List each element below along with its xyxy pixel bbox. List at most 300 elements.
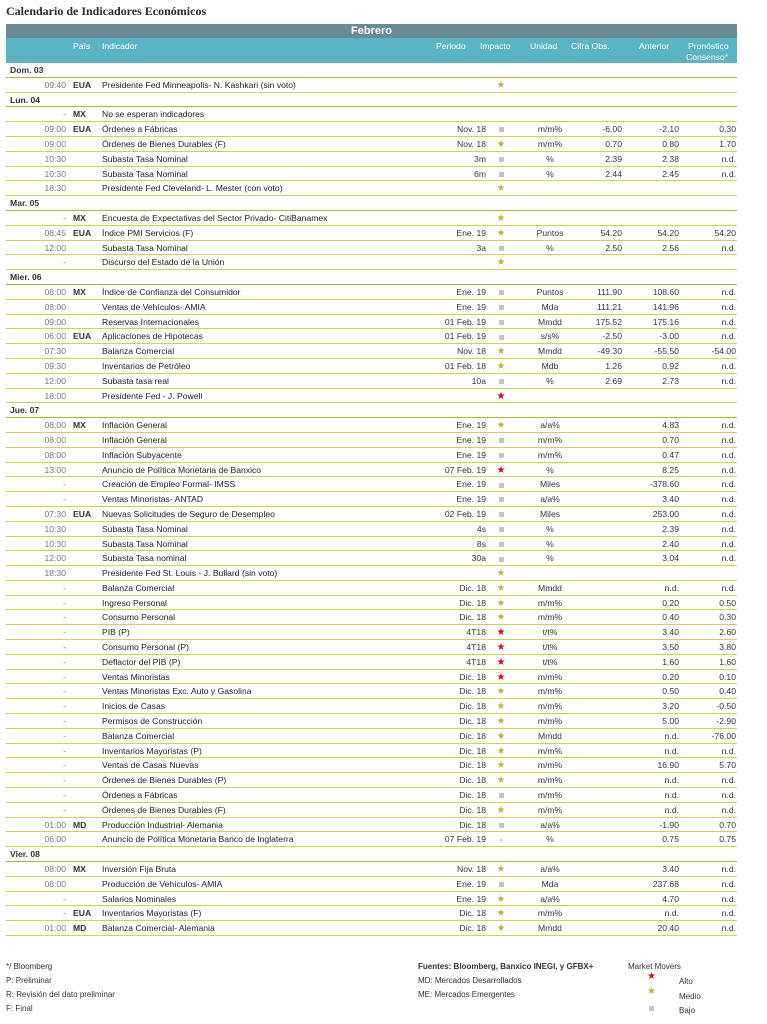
table-row bbox=[6, 744, 737, 759]
cell-unit: Miles bbox=[539, 508, 561, 519]
table-row bbox=[6, 226, 737, 241]
table-row bbox=[6, 684, 737, 699]
cell-period: 01 Feb. 18 bbox=[444, 360, 486, 371]
cell-time: - bbox=[63, 479, 66, 490]
olive-star-icon: ★ bbox=[496, 804, 506, 816]
cell-fcst: n.d. bbox=[721, 745, 736, 756]
day-label: Lun. 04 bbox=[10, 94, 41, 105]
cell-period: Nov. 18 bbox=[457, 124, 486, 135]
cell-indicator: Ventas Minoristas Exc. Auto y Gasolina bbox=[102, 686, 252, 697]
cell-fcst: 1.60 bbox=[719, 656, 736, 667]
cell-indicator: Encuesta de Expectativas del Sector Privado- CitiBanamex bbox=[102, 212, 328, 223]
cell-period: 3a bbox=[476, 242, 486, 253]
cell-unit: % bbox=[546, 242, 554, 253]
legend-bajo-icon bbox=[649, 1004, 654, 1013]
cell-fcst: 0.40 bbox=[719, 686, 736, 697]
cell-prev: 0.50 bbox=[662, 686, 679, 697]
cell-time: 09:00 bbox=[44, 316, 66, 327]
cell-period: 4s bbox=[476, 523, 486, 534]
cell-fcst: -54.00 bbox=[711, 346, 736, 357]
table-row bbox=[6, 211, 737, 226]
cell-fcst: n.d. bbox=[721, 538, 736, 549]
cell-indicator: No se esperan indicadores bbox=[102, 109, 205, 120]
cell-fcst: n.d. bbox=[721, 168, 736, 179]
cell-fcst: 0.10 bbox=[719, 671, 736, 682]
olive-star-icon: ★ bbox=[496, 183, 506, 195]
cell-indicator: Deflactor del PIB (P) bbox=[102, 656, 181, 667]
cell-time: 07:30 bbox=[44, 346, 66, 357]
cell-unit: m/m% bbox=[537, 434, 563, 445]
cell-time: 18:00 bbox=[44, 390, 66, 401]
cell-prev: n.d. bbox=[664, 775, 679, 786]
table-row bbox=[6, 921, 737, 936]
gray-square-icon bbox=[490, 788, 512, 803]
cell-period: 4T18 bbox=[466, 627, 486, 638]
cell-unit: m/m% bbox=[537, 804, 563, 815]
cell-unit: Mmdd bbox=[538, 730, 562, 741]
gray-dot-icon bbox=[490, 832, 512, 847]
cell-indicator: Órdenes de Bienes Durables (P) bbox=[102, 775, 227, 786]
cell-country: EUA bbox=[73, 908, 92, 919]
cell-unit: % bbox=[546, 834, 554, 845]
cell-prev: 0.75 bbox=[662, 834, 679, 845]
gray-square-icon bbox=[490, 374, 512, 389]
cell-prev: 0.70 bbox=[662, 434, 679, 445]
cell-indicator: Subasta Tasa Nominal bbox=[102, 168, 188, 179]
cell-period: 07 Feb. 19 bbox=[444, 464, 486, 475]
cell-time: 10:30 bbox=[44, 153, 66, 164]
cell-prev: 237.68 bbox=[652, 878, 679, 889]
cell-time: - bbox=[63, 893, 66, 904]
cell-fcst: -0.50 bbox=[716, 701, 736, 712]
cell-prev: 8.25 bbox=[662, 464, 679, 475]
cell-time: - bbox=[63, 494, 66, 505]
cell-fcst: 3.80 bbox=[719, 642, 736, 653]
cell-prev: 20.40 bbox=[657, 923, 679, 934]
cell-unit: % bbox=[546, 375, 554, 386]
table-row bbox=[6, 625, 737, 640]
cell-fcst: n.d. bbox=[721, 331, 736, 342]
cell-obs: 111.21 bbox=[596, 301, 622, 312]
cell-time: 08:00 bbox=[44, 420, 66, 431]
day-label: Jue. 07 bbox=[10, 405, 40, 416]
cell-period: 3m bbox=[474, 153, 486, 164]
table-row bbox=[6, 448, 737, 463]
cell-prev: 4.70 bbox=[662, 893, 679, 904]
cell-indicator: Subasta Tasa Nominal bbox=[102, 242, 188, 253]
cell-period: 30a bbox=[471, 553, 486, 564]
cell-time: - bbox=[63, 716, 66, 727]
table-row bbox=[6, 181, 737, 196]
cell-period: Nov. 18 bbox=[457, 864, 486, 875]
cell-prev: 0.80 bbox=[662, 138, 679, 149]
cell-time: 13:00 bbox=[44, 464, 66, 475]
table-row bbox=[6, 877, 737, 892]
table-row bbox=[6, 374, 737, 389]
cell-unit: m/m% bbox=[537, 716, 563, 727]
cell-period: 6m bbox=[474, 168, 486, 179]
cell-unit: m/m% bbox=[537, 124, 563, 135]
cell-time: - bbox=[63, 908, 66, 919]
cell-time: - bbox=[63, 597, 66, 608]
table-body bbox=[6, 63, 737, 936]
cell-indicator: Anuncio de Política Monetaria Banco de Inglaterra bbox=[102, 834, 294, 845]
table-row bbox=[6, 507, 737, 522]
table-row bbox=[6, 137, 737, 152]
table-row bbox=[6, 300, 737, 315]
olive-star-icon: ★ bbox=[496, 568, 506, 580]
cell-time: 12:00 bbox=[44, 242, 66, 253]
cell-prev: 3.40 bbox=[662, 627, 679, 638]
cell-prev: n.d. bbox=[664, 790, 679, 801]
cell-prev: 2.39 bbox=[662, 523, 679, 534]
cell-unit: % bbox=[546, 538, 554, 549]
cell-prev: 2.45 bbox=[662, 168, 679, 179]
cell-indicator: Balanza Comercial- Alemania bbox=[102, 923, 215, 934]
cell-indicator: Creación de Empleo Formal- IMSS bbox=[102, 479, 236, 490]
legend-title: Market Movers bbox=[628, 962, 681, 971]
table-row bbox=[6, 285, 737, 300]
cell-indicator: Inflación General bbox=[102, 420, 167, 431]
cell-unit: t/t% bbox=[542, 627, 558, 638]
cell-obs: 2.39 bbox=[605, 153, 622, 164]
cell-prev: 0.47 bbox=[662, 449, 679, 460]
table-row bbox=[6, 167, 737, 182]
calendar-table bbox=[6, 24, 737, 936]
cell-fcst: 0.70 bbox=[719, 819, 736, 830]
column-headers bbox=[6, 38, 737, 63]
cell-time: 06:00 bbox=[44, 331, 66, 342]
cell-country: EUA bbox=[73, 124, 92, 135]
cell-fcst: n.d. bbox=[721, 449, 736, 460]
olive-star-icon: ★ bbox=[496, 257, 506, 269]
cell-unit: % bbox=[546, 153, 554, 164]
table-row bbox=[6, 78, 737, 93]
cell-prev: n.d. bbox=[664, 908, 679, 919]
cell-period: 10a bbox=[471, 375, 486, 386]
cell-period: 4T18 bbox=[466, 656, 486, 667]
cell-time: - bbox=[63, 656, 66, 667]
cell-unit: Mmdd bbox=[538, 582, 562, 593]
cell-indicator: Consumo Personal (P) bbox=[102, 642, 189, 653]
cell-indicator: Subasta tasa real bbox=[102, 375, 169, 386]
cell-obs: 1.26 bbox=[605, 360, 622, 371]
cell-indicator: Balanza Comercial bbox=[102, 582, 175, 593]
olive-star-icon: ★ bbox=[496, 775, 506, 787]
cell-indicator: Inflación General bbox=[102, 434, 167, 445]
cell-time: - bbox=[63, 612, 66, 623]
cell-time: - bbox=[63, 627, 66, 638]
header-period: Periodo bbox=[436, 41, 466, 51]
cell-indicator: Órdenes de Bienes Durables (F) bbox=[102, 804, 226, 815]
cell-unit: Puntos bbox=[536, 227, 564, 238]
cell-time: 18:30 bbox=[44, 183, 66, 194]
footer-md: MD: Mercados Desarrollados bbox=[418, 976, 522, 985]
cell-period: Dic. 18 bbox=[459, 819, 486, 830]
table-row bbox=[6, 359, 737, 374]
cell-time: - bbox=[63, 671, 66, 682]
cell-prev: 1.60 bbox=[662, 656, 679, 667]
cell-time: - bbox=[63, 257, 66, 268]
cell-indicator: Presidente Fed Cleveland- L. Mester (con voto) bbox=[102, 183, 283, 194]
day-label: Dom. 03 bbox=[10, 65, 44, 75]
header-forecast: Pronóstico bbox=[688, 41, 729, 51]
cell-time: 12:00 bbox=[44, 553, 66, 564]
cell-unit: m/m% bbox=[537, 745, 563, 756]
cell-time: - bbox=[63, 775, 66, 786]
cell-unit: m/m% bbox=[537, 612, 563, 623]
olive-star-icon: ★ bbox=[496, 686, 506, 698]
cell-unit: t/t% bbox=[542, 656, 558, 667]
table-row bbox=[6, 581, 737, 596]
table-row bbox=[6, 818, 737, 833]
cell-indicator: Índice PMI Servicios (F) bbox=[102, 227, 194, 238]
gray-square-icon bbox=[490, 448, 512, 463]
cell-indicator: Producción Industrial- Alemania bbox=[102, 819, 223, 830]
footer-me: ME: Mercados Emergentes bbox=[418, 990, 515, 999]
cell-indicator: Órdenes de Bienes Durables (F) bbox=[102, 138, 226, 149]
cell-fcst: n.d. bbox=[721, 790, 736, 801]
cell-prev: 2.73 bbox=[662, 375, 679, 386]
cell-indicator: Aplicaciones de Hipotecas bbox=[102, 331, 203, 342]
cell-unit: a/a% bbox=[540, 420, 560, 431]
footnote-preliminar: P: Preliminar bbox=[6, 976, 52, 985]
table-row bbox=[6, 566, 737, 581]
cell-country: MD bbox=[73, 923, 87, 934]
cell-obs: 0.70 bbox=[605, 138, 622, 149]
cell-time: 08:45 bbox=[44, 227, 66, 238]
table-row bbox=[6, 758, 737, 773]
cell-unit: % bbox=[546, 553, 554, 564]
cell-fcst: 54.20 bbox=[714, 227, 736, 238]
olive-star-icon: ★ bbox=[496, 612, 506, 624]
header-indicator: Indicador bbox=[102, 41, 138, 51]
cell-period: Dic. 18 bbox=[459, 790, 486, 801]
cell-period: Ene. 19 bbox=[456, 878, 486, 889]
cell-period: 01 Feb. 19 bbox=[444, 331, 486, 342]
cell-period: Ene. 19 bbox=[456, 286, 486, 297]
cell-fcst: n.d. bbox=[721, 864, 736, 875]
cell-period: Nov. 18 bbox=[457, 346, 486, 357]
cell-unit: a/a% bbox=[540, 864, 560, 875]
cell-unit: m/m% bbox=[537, 760, 563, 771]
olive-star-icon: ★ bbox=[496, 360, 506, 372]
cell-prev: n.d. bbox=[664, 745, 679, 756]
legend-alto-label: Alto bbox=[679, 977, 693, 986]
table-row bbox=[6, 699, 737, 714]
cell-time: 09:00 bbox=[44, 138, 66, 149]
cell-time: - bbox=[63, 790, 66, 801]
cell-period: Dic. 18 bbox=[459, 686, 486, 697]
cell-indicator: Ventas Minoristas- ANTAD bbox=[102, 494, 204, 505]
cell-period: 8s bbox=[476, 538, 486, 549]
cell-fcst: n.d. bbox=[721, 923, 736, 934]
cell-fcst: n.d. bbox=[721, 360, 736, 371]
cell-obs: 2.50 bbox=[605, 242, 622, 253]
cell-country: MX bbox=[73, 109, 86, 120]
cell-period: Ene. 19 bbox=[456, 301, 486, 312]
cell-time: 01:00 bbox=[44, 819, 66, 830]
table-row bbox=[6, 315, 737, 330]
cell-period: Ene. 19 bbox=[456, 434, 486, 445]
month-header: Febrero bbox=[6, 24, 737, 38]
cell-indicator: Presidente Fed - J. Powell bbox=[102, 390, 203, 401]
table-row bbox=[6, 773, 737, 788]
cell-period: 4T18 bbox=[466, 642, 486, 653]
cell-indicator: Ingreso Personal bbox=[102, 597, 167, 608]
header-previous: Anterior bbox=[639, 41, 670, 51]
gray-square-icon bbox=[490, 522, 512, 537]
cell-indicator: Órdenes a Fábricas bbox=[102, 124, 178, 135]
red-star-icon: ★ bbox=[496, 627, 506, 639]
cell-time: 10:30 bbox=[44, 523, 66, 534]
cell-unit: a/a% bbox=[540, 893, 560, 904]
gray-square-icon bbox=[490, 877, 512, 892]
cell-prev: 16.90 bbox=[657, 760, 679, 771]
cell-time: - bbox=[63, 212, 66, 223]
cell-indicator: Índice de Confianza del Consumidor bbox=[102, 286, 241, 297]
cell-time: - bbox=[63, 760, 66, 771]
gray-square-icon bbox=[490, 537, 512, 552]
cell-time: 10:30 bbox=[44, 538, 66, 549]
olive-star-icon: ★ bbox=[496, 716, 506, 728]
cell-time: 06:00 bbox=[44, 834, 66, 845]
red-star-icon: ★ bbox=[496, 464, 506, 476]
cell-prev: n.d. bbox=[664, 730, 679, 741]
cell-indicator: Inventarios Mayoristas (P) bbox=[102, 745, 202, 756]
cell-unit: Mmdd bbox=[538, 923, 562, 934]
cell-prev: 0.20 bbox=[662, 597, 679, 608]
header-impact: Impacto bbox=[480, 41, 511, 51]
day-header-row bbox=[6, 847, 737, 862]
cell-prev: 141.96 bbox=[652, 301, 679, 312]
cell-indicator: Subasta Tasa Nominal bbox=[102, 538, 188, 549]
cell-indicator: Inventarios Mayoristas (F) bbox=[102, 908, 202, 919]
cell-unit: a/a% bbox=[540, 494, 560, 505]
footer-sources: Fuentes: Bloomberg, Banxico INEGI, y GFBX+ bbox=[418, 962, 594, 971]
cell-fcst: 0.50 bbox=[719, 597, 736, 608]
cell-obs: 175.52 bbox=[595, 316, 622, 327]
gray-square-icon bbox=[490, 167, 512, 182]
cell-fcst: 2.60 bbox=[719, 627, 736, 638]
cell-prev: -55.50 bbox=[654, 346, 679, 357]
cell-unit: m/m% bbox=[537, 449, 563, 460]
cell-fcst: n.d. bbox=[721, 878, 736, 889]
cell-prev: 3.20 bbox=[662, 701, 679, 712]
cell-indicator: Presidente Fed St. Louis - J. Bullard (sin voto) bbox=[102, 568, 278, 579]
cell-prev: -1.90 bbox=[659, 819, 679, 830]
cell-country: EUA bbox=[73, 331, 92, 342]
cell-period: Nov. 18 bbox=[457, 138, 486, 149]
olive-star-icon: ★ bbox=[496, 864, 506, 876]
cell-fcst: n.d. bbox=[721, 479, 736, 490]
cell-obs: -2.50 bbox=[602, 331, 622, 342]
gray-square-icon bbox=[490, 300, 512, 315]
cell-unit: m/m% bbox=[537, 908, 563, 919]
table-row bbox=[6, 788, 737, 803]
cell-period: Dic. 18 bbox=[459, 908, 486, 919]
cell-prev: -3.00 bbox=[659, 331, 679, 342]
cell-indicator: Presidente Fed Minneapolis- N. Kashkari (sin voto) bbox=[102, 79, 296, 90]
cell-fcst: n.d. bbox=[721, 775, 736, 786]
table-row bbox=[6, 255, 737, 270]
cell-unit: Mmdd bbox=[538, 316, 562, 327]
cell-unit: s/s% bbox=[540, 331, 560, 342]
cell-period: Dic. 18 bbox=[459, 923, 486, 934]
cell-time: - bbox=[63, 730, 66, 741]
cell-prev: 5.00 bbox=[662, 716, 679, 727]
olive-star-icon: ★ bbox=[496, 893, 506, 905]
day-label: Mier. 06 bbox=[10, 272, 42, 283]
cell-indicator: Ventas de Vehículos- AMIA bbox=[102, 301, 206, 312]
cell-country: MX bbox=[73, 864, 86, 875]
cell-obs: 2.44 bbox=[605, 168, 622, 179]
gray-square-icon bbox=[490, 285, 512, 300]
header-forecast-sub: Consenso* bbox=[686, 52, 729, 62]
cell-time: 08:00 bbox=[44, 286, 66, 297]
cell-indicator: Órdenes a Fábricas bbox=[102, 790, 178, 801]
cell-obs: 111.90 bbox=[596, 286, 622, 297]
cell-time: 09:00 bbox=[44, 124, 66, 135]
cell-fcst: n.d. bbox=[721, 434, 736, 445]
olive-star-icon: ★ bbox=[496, 760, 506, 772]
olive-star-icon: ★ bbox=[496, 420, 506, 432]
cell-indicator: Balanza Comercial bbox=[102, 730, 175, 741]
cell-prev: 3.04 bbox=[662, 553, 679, 564]
cell-prev: n.d. bbox=[664, 804, 679, 815]
cell-indicator: Subasta Tasa Nominal bbox=[102, 153, 188, 164]
cell-unit: Puntos bbox=[536, 286, 564, 297]
cell-period: Dic. 18 bbox=[459, 701, 486, 712]
cell-indicator: Ventas de Casas Nuevas bbox=[102, 760, 199, 771]
cell-prev: 4.83 bbox=[662, 420, 679, 431]
cell-unit: t/t% bbox=[542, 642, 558, 653]
gray-square-icon bbox=[490, 241, 512, 256]
red-star-icon: ★ bbox=[496, 390, 506, 402]
cell-fcst: n.d. bbox=[721, 375, 736, 386]
cell-period: Dic. 18 bbox=[459, 597, 486, 608]
cell-fcst: n.d. bbox=[721, 153, 736, 164]
olive-star-icon: ★ bbox=[496, 701, 506, 713]
table-row bbox=[6, 537, 737, 552]
cell-unit: Mda bbox=[541, 878, 559, 889]
day-header-row bbox=[6, 403, 737, 418]
cell-unit: a/a% bbox=[540, 819, 560, 830]
cell-prev: 0.92 bbox=[662, 360, 679, 371]
cell-country: MX bbox=[73, 212, 86, 223]
cell-period: Dic. 18 bbox=[459, 760, 486, 771]
table-row bbox=[6, 670, 737, 685]
cell-period: Dic. 18 bbox=[459, 730, 486, 741]
cell-indicator: PIB (P) bbox=[102, 627, 130, 638]
table-row bbox=[6, 832, 737, 847]
olive-star-icon: ★ bbox=[496, 346, 506, 358]
cell-time: 08:00 bbox=[44, 878, 66, 889]
cell-fcst: n.d. bbox=[721, 908, 736, 919]
cell-prev: 253.00 bbox=[652, 508, 679, 519]
footnote-final: F: Final bbox=[6, 1004, 33, 1013]
cell-fcst: n.d. bbox=[721, 316, 736, 327]
cell-period: Ene. 19 bbox=[456, 227, 486, 238]
cell-indicator: Inversión Fija Bruta bbox=[102, 864, 177, 875]
gray-square-icon bbox=[490, 492, 512, 507]
table-row bbox=[6, 596, 737, 611]
table-row bbox=[6, 389, 737, 404]
cell-indicator: Producción de Vehículos- AMIA bbox=[102, 878, 223, 889]
table-row bbox=[6, 551, 737, 566]
gray-square-icon bbox=[490, 477, 512, 492]
cell-period: Dic. 18 bbox=[459, 716, 486, 727]
